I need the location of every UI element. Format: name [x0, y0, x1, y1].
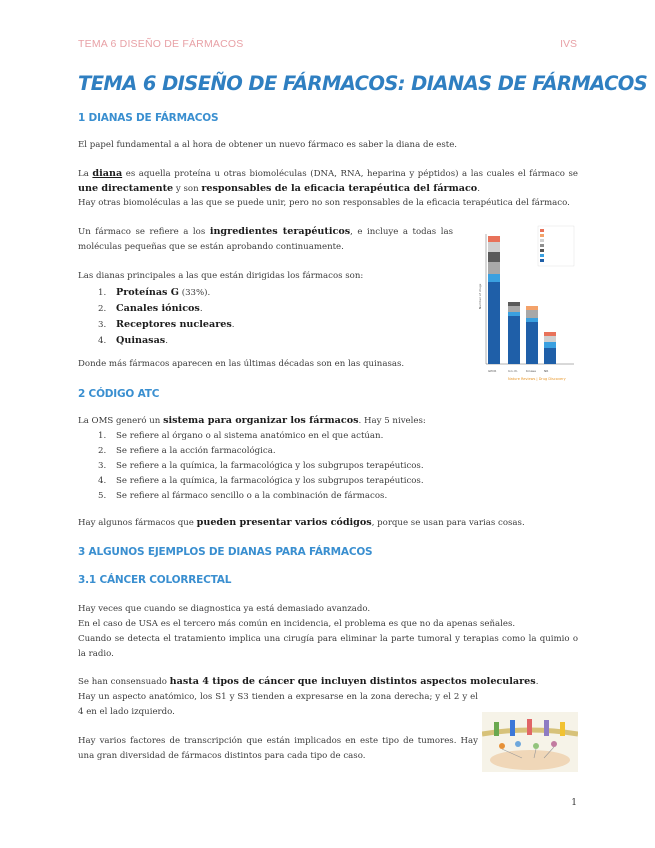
page-title: TEMA 6 DISEÑO DE FÁRMACOS: DIANAS DE FÁRMACOS [78, 72, 648, 95]
svg-text:Number of drugs: Number of drugs [478, 283, 482, 309]
paragraph: Hay varios factores de transcripción que están implicados en este tipo de tumores. Hay una gran diversidad de fármacos distintos para cada tipo de caso. [78, 736, 478, 761]
list-item: 1. Proteínas G (33%). [98, 287, 211, 298]
term-diana: diana [92, 168, 123, 179]
list-item: 2. Canales iónicos. [98, 303, 203, 314]
list-item: 4. Quinasas. [98, 335, 168, 346]
list-item: 1. Se refiere al órgano o al sistema anatómico en el que actúan. [98, 431, 384, 441]
signaling-pathway-figure [482, 712, 578, 772]
list-item: 3. Receptores nucleares. [98, 319, 235, 330]
paragraph-diana-definition: La diana es aquella proteína u otras biomoléculas (DNA, RNA, heparina y péptidos) a las cuales el fármaco se une directamente y son responsables de la eficacia terapéutica del fármaco. [78, 168, 579, 194]
page-number: 1 [571, 798, 577, 808]
paragraph: Hay un aspecto anatómico, los S1 y S3 tienden a expresarse en la zona derecha; y el 2 y el 4 en el lado izquierdo. [78, 692, 478, 717]
svg-text:Kinase: Kinase [526, 369, 536, 373]
paragraph: Donde más fármacos aparecen en las últimas décadas son en las quinasas. [78, 359, 405, 369]
subsection-heading-3-1: 3.1 CÁNCER COLORRECTAL [78, 574, 232, 586]
section-heading-1: 1 DIANAS DE FÁRMACOS [78, 112, 219, 124]
paragraph: Las dianas principales a las que están dirigidas los fármacos son: [78, 271, 364, 281]
stacked-bar-chart-image [478, 224, 576, 386]
running-header-initials: IVS [560, 38, 577, 50]
paragraph-codes: Hay algunos fármacos que pueden presentar varios códigos, porque se usan para varias cosas. [78, 517, 525, 528]
drug-targets-figure [478, 224, 576, 386]
svg-text:Ion ch.: Ion ch. [508, 369, 519, 373]
section-heading-2: 2 CÓDIGO ATC [78, 388, 160, 400]
list-item: 5. Se refiere al fármaco sencillo o a la combinación de fármacos. [98, 491, 388, 501]
paragraph-atc: La OMS generó un sistema para organizar los fármacos. Hay 5 niveles: [78, 415, 426, 426]
list-item: 3. Se refiere a la química, la farmacológica y los subgrupos terapéuticos. [98, 461, 424, 471]
svg-text:GPCR: GPCR [488, 369, 497, 373]
running-header-title: TEMA 6 DISEÑO DE FÁRMACOS [78, 38, 244, 50]
paragraph-consensus: Se han consensuado hasta 4 tipos de cáncer que incluyen distintos aspectos moleculares. [78, 676, 539, 687]
paragraph: El papel fundamental a al hora de obtener un nuevo fármaco es saber la diana de este. [78, 140, 458, 150]
list-item: 2. Se refiere a la acción farmacológica. [98, 446, 276, 456]
pathway-diagram-image [482, 712, 578, 772]
target-list [98, 285, 235, 349]
paragraph-farmaco: Un fármaco se refiere a los ingredientes terapéuticos, e incluye a todas las moléculas pequeñas que se están aprobando continuamente. [78, 226, 453, 252]
paragraph: Hay otras biomoléculas a las que se puede unir, pero no son responsables de la eficacia terapéutica del fármaco. [78, 198, 570, 208]
figure-source: Nature Reviews | Drug Discovery [508, 377, 566, 381]
paragraph: Hay veces que cuando se diagnostica ya está demasiado avanzado. [78, 604, 371, 614]
section-heading-3: 3 ALGUNOS EJEMPLOS DE DIANAS PARA FÁRMACOS [78, 546, 373, 558]
paragraph: Cuando se detecta el tratamiento implica una cirugía para eliminar la parte tumoral y terapias como la quimio o la radio. [78, 634, 578, 659]
paragraph: En el caso de USA es el tercero más común en incidencia, el problema es que no da apenas señales. [78, 619, 516, 629]
svg-text:NR: NR [544, 369, 549, 373]
atc-levels-list [98, 429, 424, 504]
list-item: 4. Se refiere a la química, la farmacológica y los subgrupos terapéuticos. [98, 476, 424, 486]
